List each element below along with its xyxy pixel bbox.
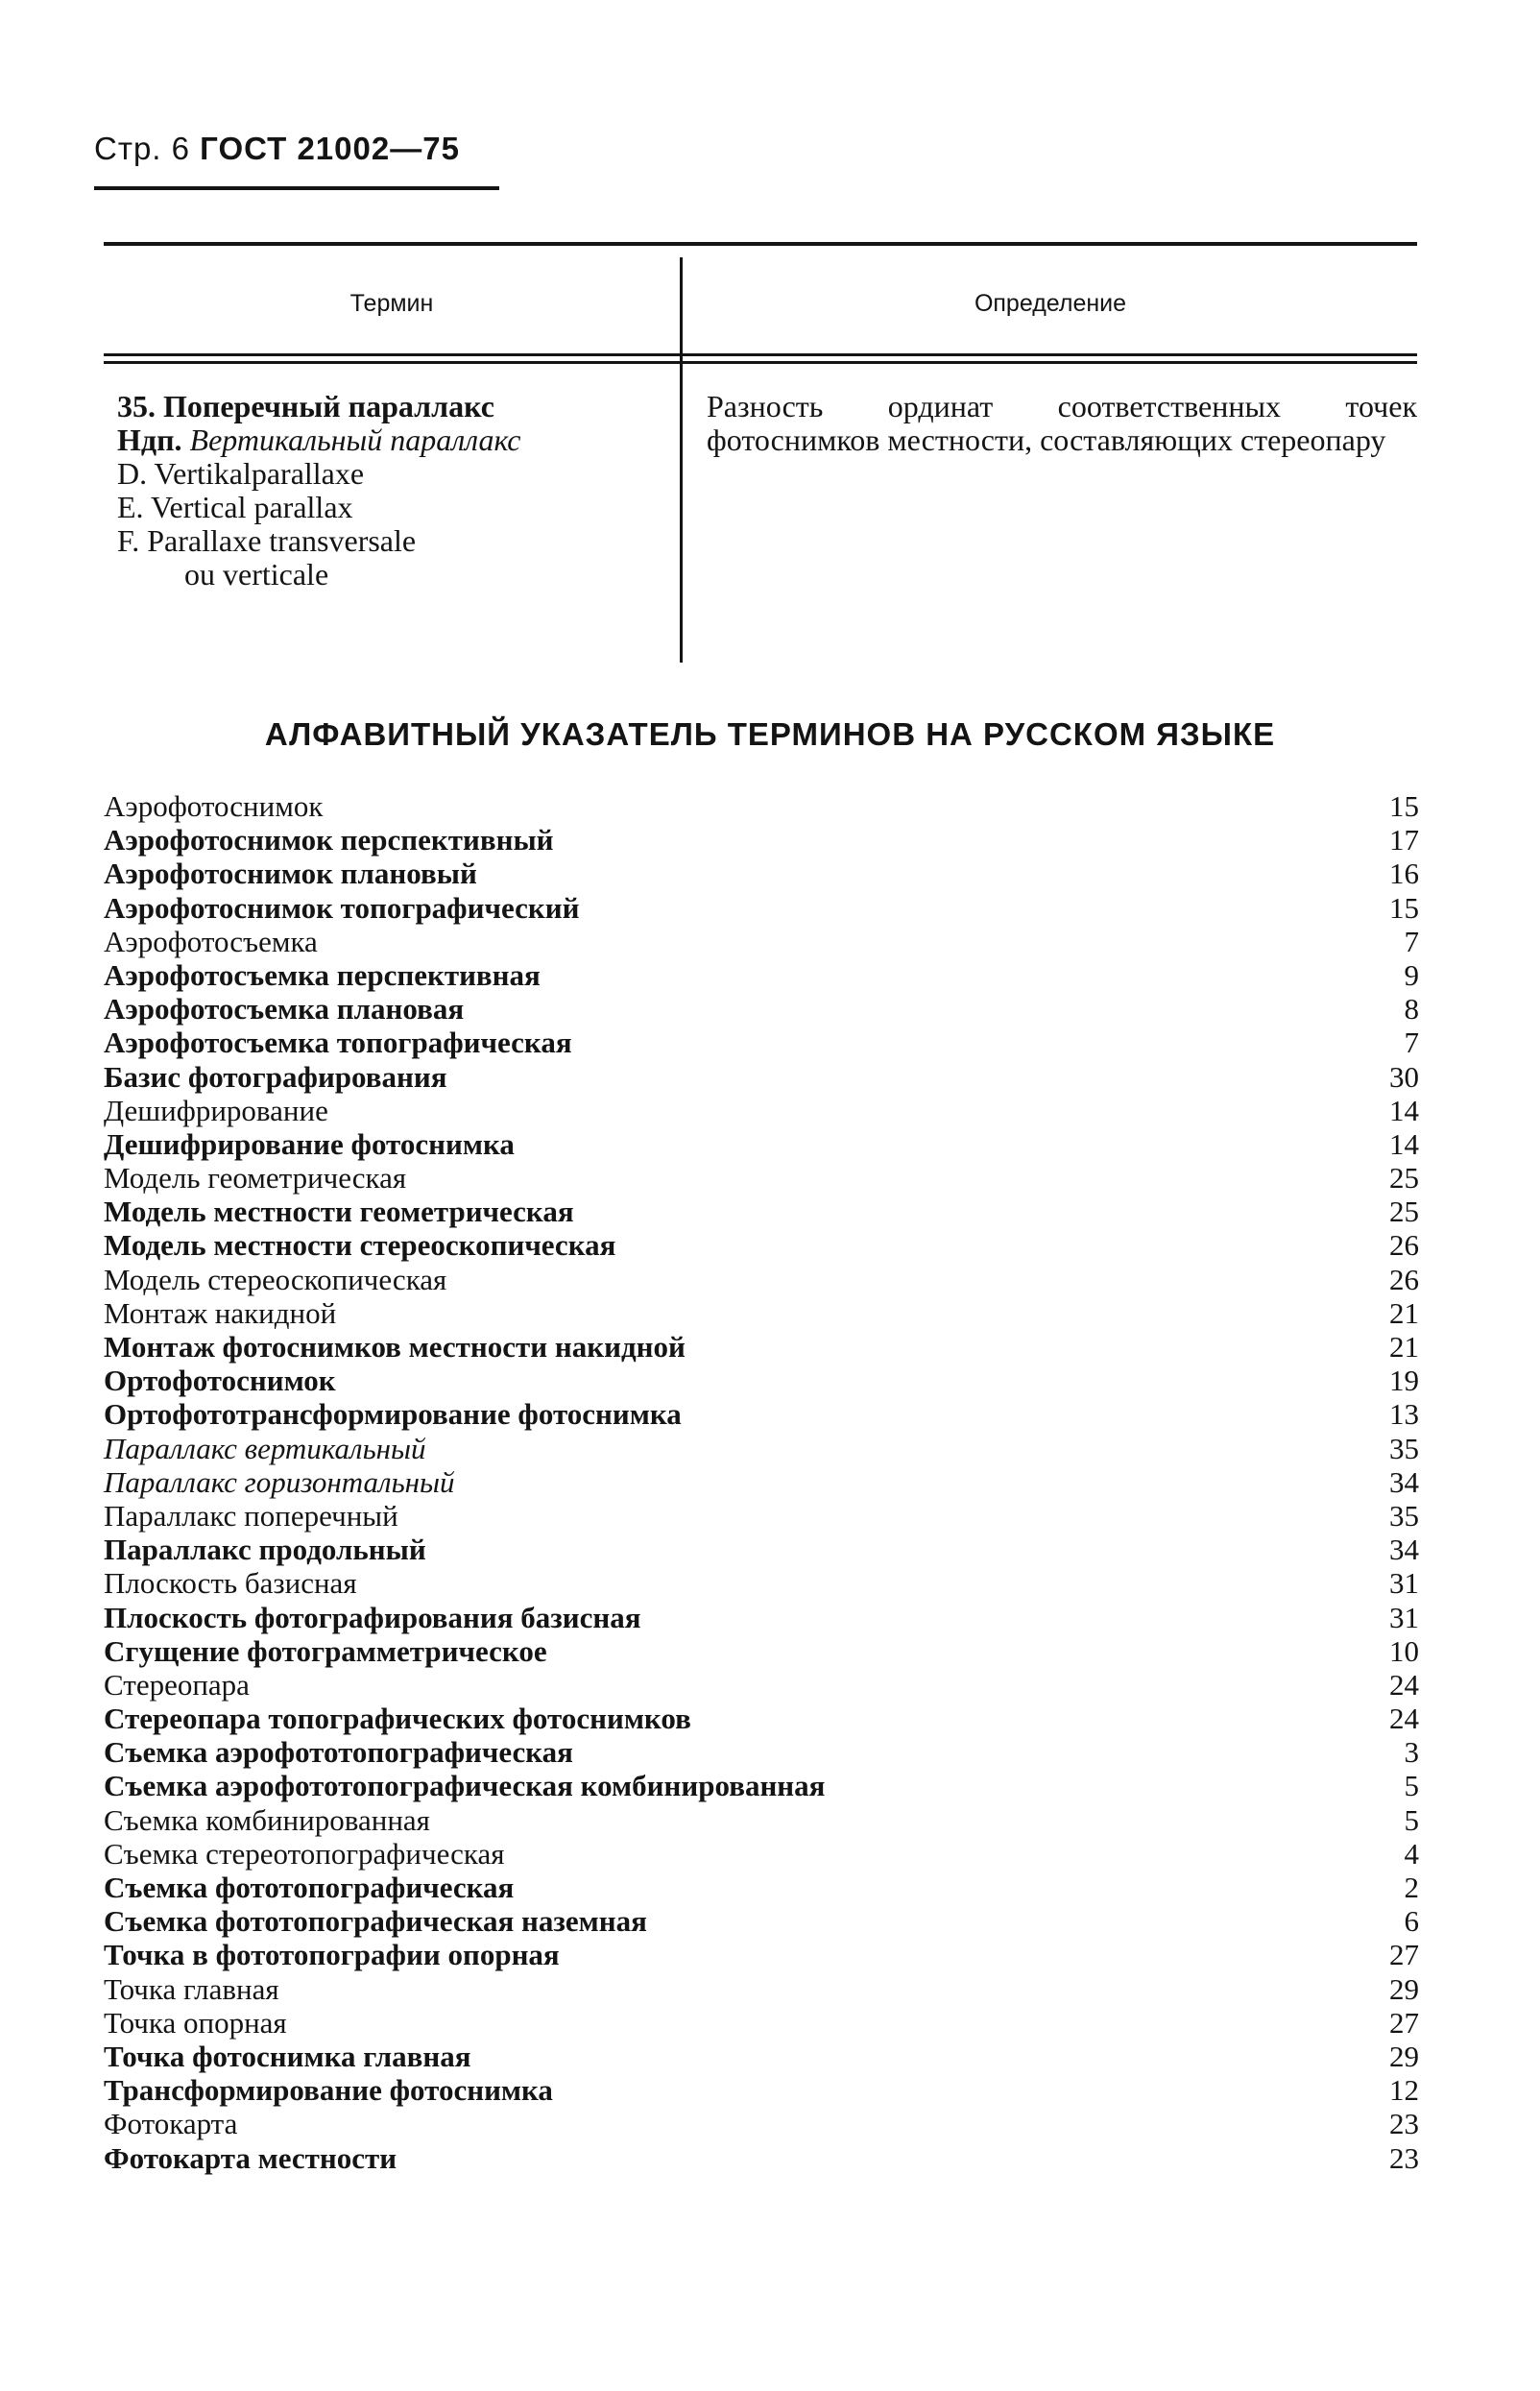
german-equivalent: D. Vertikalparallaxe [117, 456, 365, 491]
standard-number: ГОСТ 21002—75 [200, 131, 460, 166]
index-term-number: 10 [1389, 1633, 1419, 1668]
index-term-number: 35 [1389, 1431, 1419, 1465]
index-row [104, 1499, 1419, 1533]
index-row [104, 1735, 1419, 1769]
index-row [104, 857, 1419, 890]
index-term-number: 21 [1389, 1330, 1419, 1364]
index-term-number: 27 [1389, 1938, 1419, 1972]
index-term: Плоскость базисная [104, 1566, 357, 1601]
index-term-number: 21 [1389, 1295, 1419, 1330]
index-term: Монтаж накидной [104, 1295, 337, 1330]
deprecated-line [117, 423, 674, 457]
index-row [104, 1769, 1419, 1802]
index-term: Точка главная [104, 1971, 279, 2006]
index-row [104, 1465, 1419, 1499]
index-term: Дешифрирование [104, 1093, 328, 1127]
index-term: Фотокарта [104, 2107, 238, 2141]
index-term-number: 13 [1389, 1397, 1419, 1432]
index-term-number: 23 [1389, 2140, 1419, 2175]
index-term-number: 26 [1389, 1228, 1419, 1263]
index-term-number: 19 [1389, 1364, 1419, 1398]
index-term: Аэрофотоснимок перспективный [104, 823, 554, 857]
table-header-rule [104, 353, 1417, 356]
index-list [104, 789, 1419, 2175]
column-header-term: Термин [349, 290, 434, 317]
french-equivalent: F. Parallaxe transversale [117, 523, 417, 558]
index-row [104, 1668, 1419, 1702]
term-number-title: 35. Поперечный параллакс [117, 389, 494, 423]
index-row [104, 823, 1419, 857]
index-row [104, 1837, 1419, 1871]
index-term-number: 14 [1389, 1093, 1419, 1127]
index-term-number: 24 [1389, 1667, 1419, 1702]
index-row [104, 958, 1419, 992]
index-row [104, 1938, 1419, 1971]
index-term: Точка опорная [104, 2005, 287, 2040]
index-term: Аэрофотосъемка плановая [104, 992, 465, 1026]
index-term: Модель стереоскопическая [104, 1262, 447, 1296]
index-row [104, 1702, 1419, 1735]
index-row [104, 1060, 1419, 1094]
index-term-number: 8 [1404, 992, 1419, 1026]
index-row [104, 1972, 1419, 2006]
index-row [104, 1432, 1419, 1465]
index-term: Аэрофотосъемка топографическая [104, 1026, 572, 1060]
index-term: Модель местности геометрическая [104, 1195, 574, 1229]
index-term: Фотокарта местности [104, 2140, 397, 2175]
index-term-number: 30 [1389, 1059, 1419, 1094]
index-term-number: 5 [1404, 1769, 1419, 1803]
index-term: Параллакс вертикальный [104, 1431, 426, 1465]
index-row [104, 1127, 1419, 1161]
index-term-number: 5 [1404, 1802, 1419, 1837]
index-term: Плоскость фотографирования базисная [104, 1600, 641, 1634]
index-row [104, 2006, 1419, 2040]
index-row [104, 1161, 1419, 1195]
index-term-number: 6 [1404, 1904, 1419, 1939]
index-term-number: 35 [1389, 1498, 1419, 1533]
index-term: Модель местности стереоскопическая [104, 1228, 616, 1263]
index-term: Съемка аэрофототопографическая [104, 1735, 573, 1770]
index-term-number: 7 [1404, 924, 1419, 958]
header-rule [94, 186, 499, 190]
index-term: Аэрофотосъемка перспективная [104, 957, 541, 992]
index-term: Точка фотоснимка главная [104, 2039, 471, 2073]
index-term: Стереопара топографических фотоснимков [104, 1702, 691, 1736]
index-row [104, 1094, 1419, 1127]
index-term: Съемка фототопографическая наземная [104, 1904, 647, 1939]
index-term-number: 26 [1389, 1262, 1419, 1296]
index-term-number: 25 [1389, 1161, 1419, 1196]
index-term-number: 12 [1389, 2073, 1419, 2108]
index-row [104, 2141, 1419, 2175]
index-term: Съемка стереотопографическая [104, 1836, 505, 1871]
index-term: Дешифрирование фотоснимка [104, 1126, 515, 1161]
english-equivalent: E. Vertical parallax [117, 490, 353, 524]
index-term-number: 17 [1389, 823, 1419, 857]
index-row [104, 2073, 1419, 2107]
index-term-number: 29 [1389, 2039, 1419, 2073]
index-row [104, 1364, 1419, 1397]
index-term-number: 34 [1389, 1533, 1419, 1567]
index-term-number: 24 [1389, 1702, 1419, 1736]
index-row [104, 1601, 1419, 1634]
index-term-number: 7 [1404, 1026, 1419, 1060]
index-term: Параллакс продольный [104, 1533, 426, 1567]
index-term-number: 2 [1404, 1871, 1419, 1904]
index-term: Параллакс горизонтальный [104, 1464, 455, 1499]
index-term-number: 31 [1389, 1600, 1419, 1634]
index-term: Трансформирование фотоснимка [104, 2073, 553, 2108]
index-row [104, 1634, 1419, 1668]
deprecated-term: Вертикальный параллакс [189, 423, 521, 457]
index-row [104, 1397, 1419, 1431]
table-header-rule-second [104, 361, 1417, 364]
index-term-number: 15 [1389, 890, 1419, 925]
index-term: Сгущение фотограмметрическое [104, 1633, 547, 1668]
index-row [104, 1871, 1419, 1904]
index-term: Съемка аэрофототопографическая комбинированная [104, 1769, 826, 1803]
page-label: Стр. 6 [94, 131, 190, 166]
index-term-number: 3 [1404, 1735, 1419, 1770]
index-term: Точка в фототопографии опорная [104, 1938, 560, 1972]
index-row [104, 1566, 1419, 1600]
index-term: Ортофототрансформирование фотоснимка [104, 1397, 682, 1432]
index-term-number: 16 [1389, 857, 1419, 891]
index-term: Аэрофотоснимок плановый [104, 857, 477, 891]
index-term-number: 14 [1389, 1126, 1419, 1161]
index-term: Аэрофотоснимок топографический [104, 890, 580, 925]
index-term-number: 29 [1389, 1971, 1419, 2006]
index-row [104, 992, 1419, 1026]
index-row [104, 1228, 1419, 1262]
index-row [104, 2040, 1419, 2073]
index-row [104, 1195, 1419, 1228]
index-row [104, 891, 1419, 925]
index-term: Параллакс поперечный [104, 1498, 398, 1533]
index-term-number: 27 [1389, 2005, 1419, 2040]
deprecated-label: Ндп. [117, 423, 182, 457]
column-header-definition: Определение [974, 290, 1127, 317]
index-row [104, 1803, 1419, 1837]
index-row [104, 1296, 1419, 1330]
running-head [94, 131, 460, 167]
index-term-number: 23 [1389, 2107, 1419, 2141]
index-term-number: 25 [1389, 1195, 1419, 1229]
term-entry [117, 390, 674, 592]
index-term: Ортофотоснимок [104, 1364, 336, 1398]
index-term: Монтаж фотоснимков местности накидной [104, 1330, 686, 1364]
index-row [104, 1330, 1419, 1364]
index-term: Модель геометрическая [104, 1161, 407, 1196]
french-equivalent-continued: ou verticale [184, 557, 329, 592]
term-definition: Разность ординат соответственных точек фотоснимков местности, составляющих стереопару [707, 389, 1417, 457]
index-term-number: 31 [1389, 1566, 1419, 1601]
index-term: Базис фотографирования [104, 1059, 447, 1094]
index-row [104, 1263, 1419, 1296]
table-top-rule [104, 242, 1417, 246]
index-row [104, 1533, 1419, 1566]
index-term: Стереопара [104, 1667, 250, 1702]
index-term-number: 34 [1389, 1464, 1419, 1499]
index-row [104, 1026, 1419, 1059]
index-title: АЛФАВИТНЫЙ УКАЗАТЕЛЬ ТЕРМИНОВ НА РУССКОМ ЯЗЫКЕ [264, 716, 1276, 752]
index-row [104, 1904, 1419, 1938]
index-term-number: 9 [1404, 957, 1419, 992]
index-term: Аэрофотоснимок [104, 789, 324, 823]
index-term-number: 4 [1404, 1836, 1419, 1871]
index-term: Съемка фототопографическая [104, 1871, 515, 1904]
index-term-number: 15 [1389, 789, 1419, 823]
index-row [104, 789, 1419, 823]
index-row [104, 925, 1419, 958]
index-term: Аэрофотосъемка [104, 924, 318, 958]
index-row [104, 2107, 1419, 2140]
index-term: Съемка комбинированная [104, 1802, 430, 1837]
table-column-divider [680, 257, 683, 663]
